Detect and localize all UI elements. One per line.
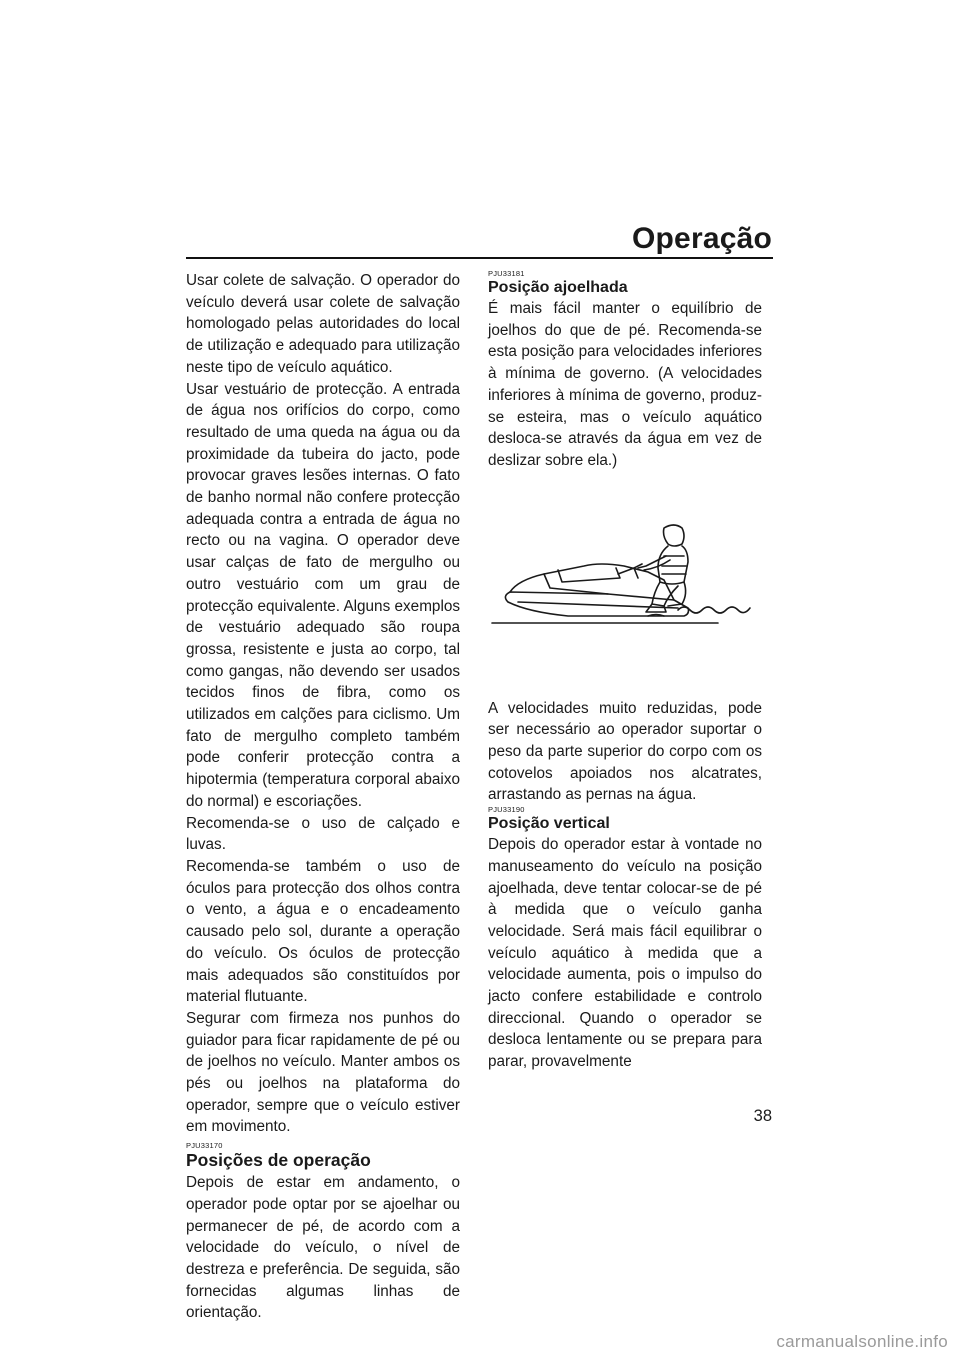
paragraph-low-speed: A velocidades muito reduzidas, pode ser necessário ao operador suportar o peso da parte superior do corpo com os cotovelos apoiados nos alcatrates, arrastando as pernas na água. (488, 699, 762, 804)
title-divider (186, 257, 773, 259)
paragraph-grip-handlebars: Segurar com firmeza nos punhos do guiador para ficar rapidamente de pé ou de joelhos no veículo. Manter ambos os pés ou joelhos na plataforma do operador, sempre que o veículo estiver em movimento. (186, 1009, 460, 1136)
paragraph-operating-positions: Depois de estar em andamento, o operador pode optar por se ajoelhar ou permanecer de pé, de acordo com a velocidade do veículo, o nível de destreza e preferência. De seguida, são fornecidas algumas linhas de orientação. (186, 1174, 460, 1322)
section-code: PJU33170 (186, 1141, 223, 1151)
left-column (186, 270, 460, 1324)
page-number: 38 (753, 1107, 772, 1125)
section-code: PJU33190 (488, 805, 525, 815)
kneeling-rider-illustration (488, 522, 762, 650)
paragraph-life-vest: Usar colete de salvação. O operador do veículo deverá usar colete de salvação homologado pelas autoridades do local de utilização e adequado para utilização neste tipo de veículo aquático. (186, 272, 460, 376)
page-title: Operação (632, 222, 772, 255)
section-heading-operating-positions: Posições de operação (186, 1150, 371, 1171)
section-code: PJU33181 (488, 269, 525, 278)
paragraph-eye-protection: Recomenda-se também o uso de óculos para protecção dos olhos contra o vento, a água e o encadeamento causado pelo sol, durante a operação do veículo. Os óculos de protecção mais adequados são constituídos por material flutuante. (186, 857, 460, 1006)
paragraph-kneeling: É mais fácil manter o equilíbrio de joelhos do que de pé. Recomenda-se esta posição para velocidades inferiores à mínima de governo. (A velocidades inferiores à mínima de governo, produz-se esteira, mas o veículo aquático desloca-se através da água em vez de deslizar sobre ela.) (488, 300, 762, 469)
paragraph-standing: Depois do operador estar à vontade no manuseamento do veículo na posição ajoelhada, deve tentar colocar-se de pé à medida que o veículo ganha velocidade. Será mais fácil equilibrar o veículo aquático à medida que a velocidade aumenta, pois o impulso do jacto confere estabilidade e controlo direccional. Quando o operador se desloca lentamente ou se prepara para parar, provavelmente (488, 836, 762, 1071)
paragraph-protective-clothing: Usar vestuário de protecção. A entrada de água nos orifícios do corpo, como resultado de uma queda na água ou da proximidade da tubeira do jacto, pode provocar graves lesões internas. O fato de banho normal não confere protecção adequada contra a entrada de água no recto ou na vagina. O operador deve usar calças de fato de mergulho ou outro vestuário com um grau de protecção equivalente. Alguns exemplos de vestuário adequado são roupa grossa, resistente e justa ao corpo, tal como gangas, não devendo ser usados tecidos finos de fibra, como os utilizados em calções para ciclismo. Um fato de mergulho completo também pode conferir protecção contra a hipotermia (temperatura corporal abaixo do normal) e escoriações. (186, 380, 460, 810)
watermark: carmanualsonline.info (776, 1332, 948, 1351)
paragraph-footwear-gloves: Recomenda-se o uso de calçado e luvas. (186, 814, 460, 854)
right-column (488, 270, 762, 1073)
subsection-heading-kneeling: Posição ajoelhada (488, 279, 628, 296)
subsection-heading-standing: Posição vertical (488, 815, 610, 833)
